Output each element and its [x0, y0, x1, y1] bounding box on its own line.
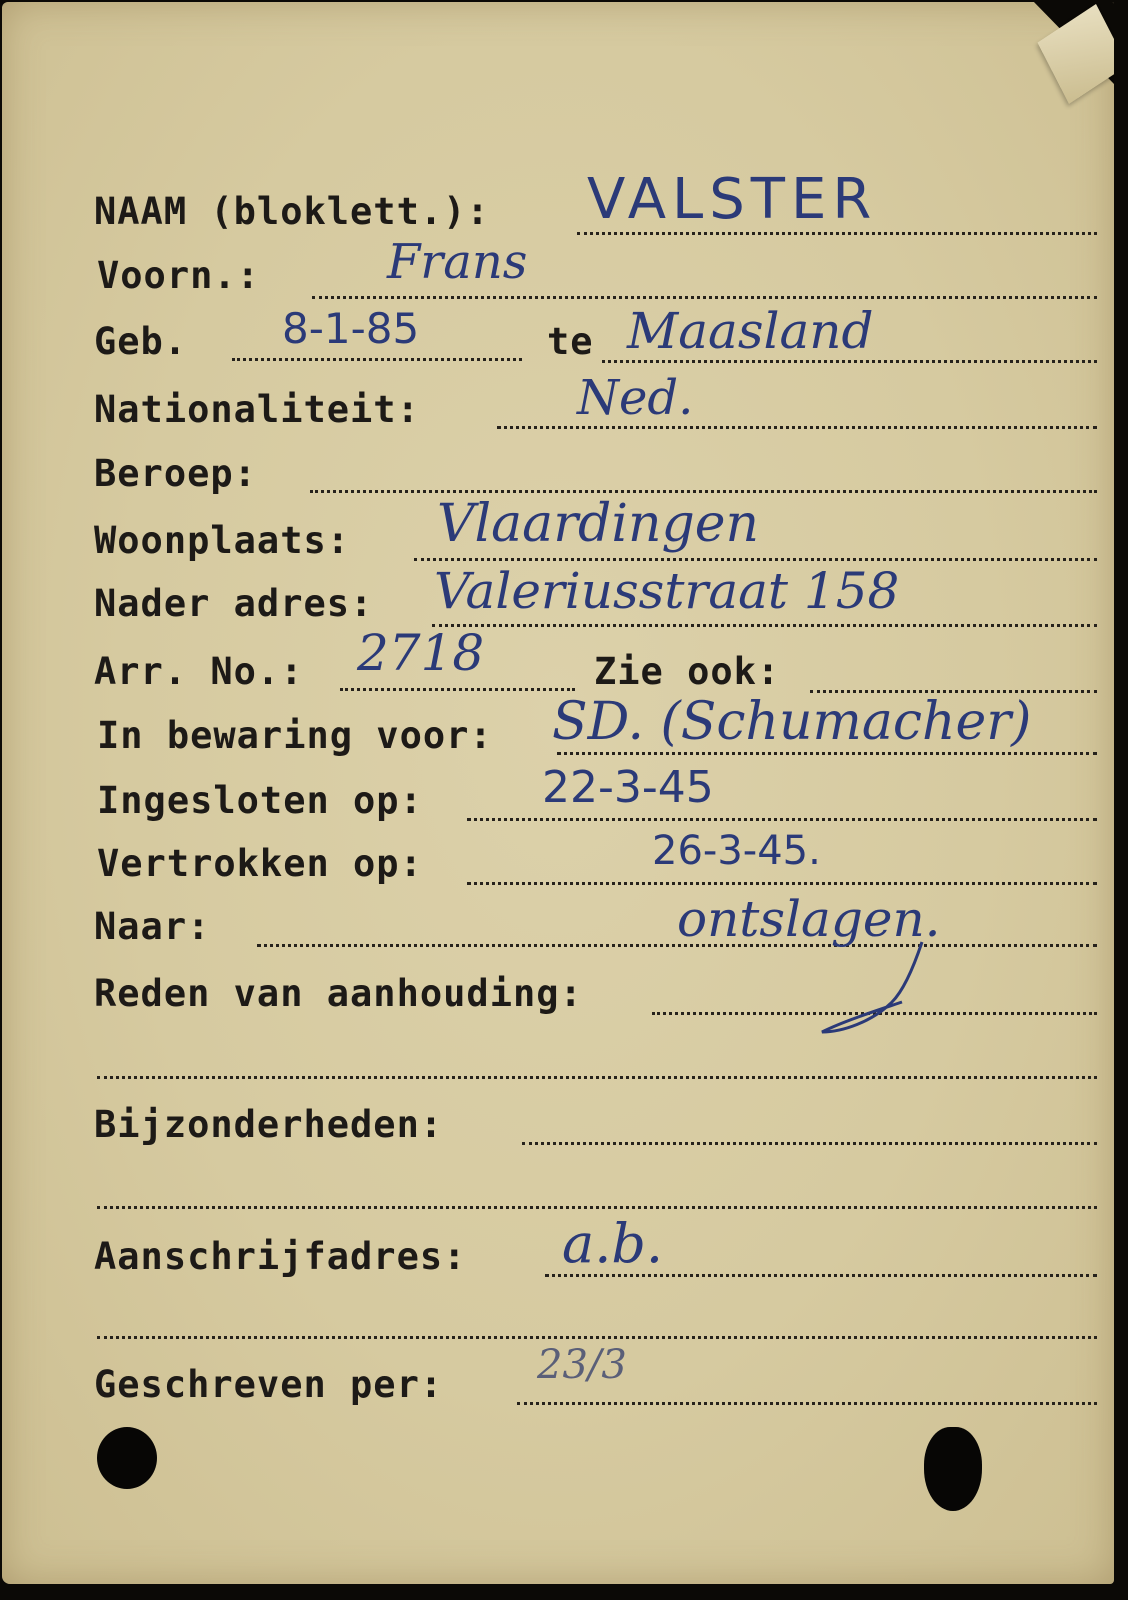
arr-no-label: Arr. No.:	[94, 650, 304, 693]
aanschrijfadres-label: Aanschrijfadres:	[94, 1235, 467, 1278]
reden-line-2	[97, 1076, 1097, 1079]
geschreven-label: Geschreven per:	[94, 1363, 444, 1406]
voornaam-line	[312, 296, 1097, 299]
vertrokken-value: 26-3-45.	[652, 828, 821, 874]
naam-label: NAAM (bloklett.):	[94, 190, 490, 233]
voornaam-label: Voorn.:	[97, 254, 260, 297]
registration-card	[2, 2, 1114, 1584]
nationaliteit-label: Nationaliteit:	[94, 388, 420, 431]
arr-no-value: 2718	[357, 624, 485, 682]
woonplaats-value: Vlaardingen	[437, 494, 760, 554]
naar-value: ontslagen.	[677, 890, 941, 948]
geboorteplaats-label: te	[547, 320, 594, 363]
punch-hole-right	[924, 1427, 982, 1511]
bijzonderheden-label: Bijzonderheden:	[94, 1103, 444, 1146]
in-bewaring-label: In bewaring voor:	[97, 714, 493, 757]
naar-label: Naar:	[94, 905, 211, 948]
geboorteplaats-line	[602, 360, 1097, 363]
vertrokken-label: Vertrokken op:	[97, 842, 423, 885]
nationaliteit-value: Ned.	[577, 370, 694, 426]
beroep-line	[310, 490, 1097, 493]
beroep-label: Beroep:	[94, 452, 257, 495]
cancel-stroke	[802, 932, 942, 1042]
bijzonderheden-line	[522, 1142, 1097, 1145]
arr-no-line	[340, 688, 575, 691]
nader-adres-line	[432, 624, 1097, 627]
naam-value: VALSTER	[587, 167, 878, 232]
geboren-line	[232, 358, 522, 361]
vertrokken-line	[467, 882, 1097, 885]
geschreven-line	[517, 1402, 1097, 1405]
naam-line	[577, 232, 1097, 235]
nader-adres-value: Valeriusstraat 158	[434, 562, 900, 620]
ingesloten-label: Ingesloten op:	[97, 779, 423, 822]
geboren-label: Geb.	[94, 320, 188, 363]
ingesloten-value: 22-3-45	[542, 762, 714, 813]
zie-ook-label: Zie ook:	[594, 650, 781, 693]
ingesloten-line	[467, 818, 1097, 821]
aanschrijfadres-value: a.b.	[562, 1212, 664, 1275]
voornaam-value: Frans	[387, 234, 528, 290]
woonplaats-line	[414, 558, 1097, 561]
woonplaats-label: Woonplaats:	[94, 519, 351, 562]
geboren-value: 8-1-85	[282, 304, 420, 353]
geboorteplaats-value: Maasland	[627, 302, 874, 360]
geschreven-value: 23/3	[537, 1342, 627, 1388]
reden-label: Reden van aanhouding:	[94, 972, 583, 1015]
in-bewaring-line	[557, 752, 1097, 755]
in-bewaring-value: SD. (Schumacher)	[552, 692, 1032, 752]
nader-adres-label: Nader adres:	[94, 582, 374, 625]
punch-hole-left	[97, 1427, 157, 1489]
bijzonderheden-line-2	[97, 1206, 1097, 1209]
aanschrijfadres-line-2	[97, 1336, 1097, 1339]
nationaliteit-line	[497, 426, 1097, 429]
